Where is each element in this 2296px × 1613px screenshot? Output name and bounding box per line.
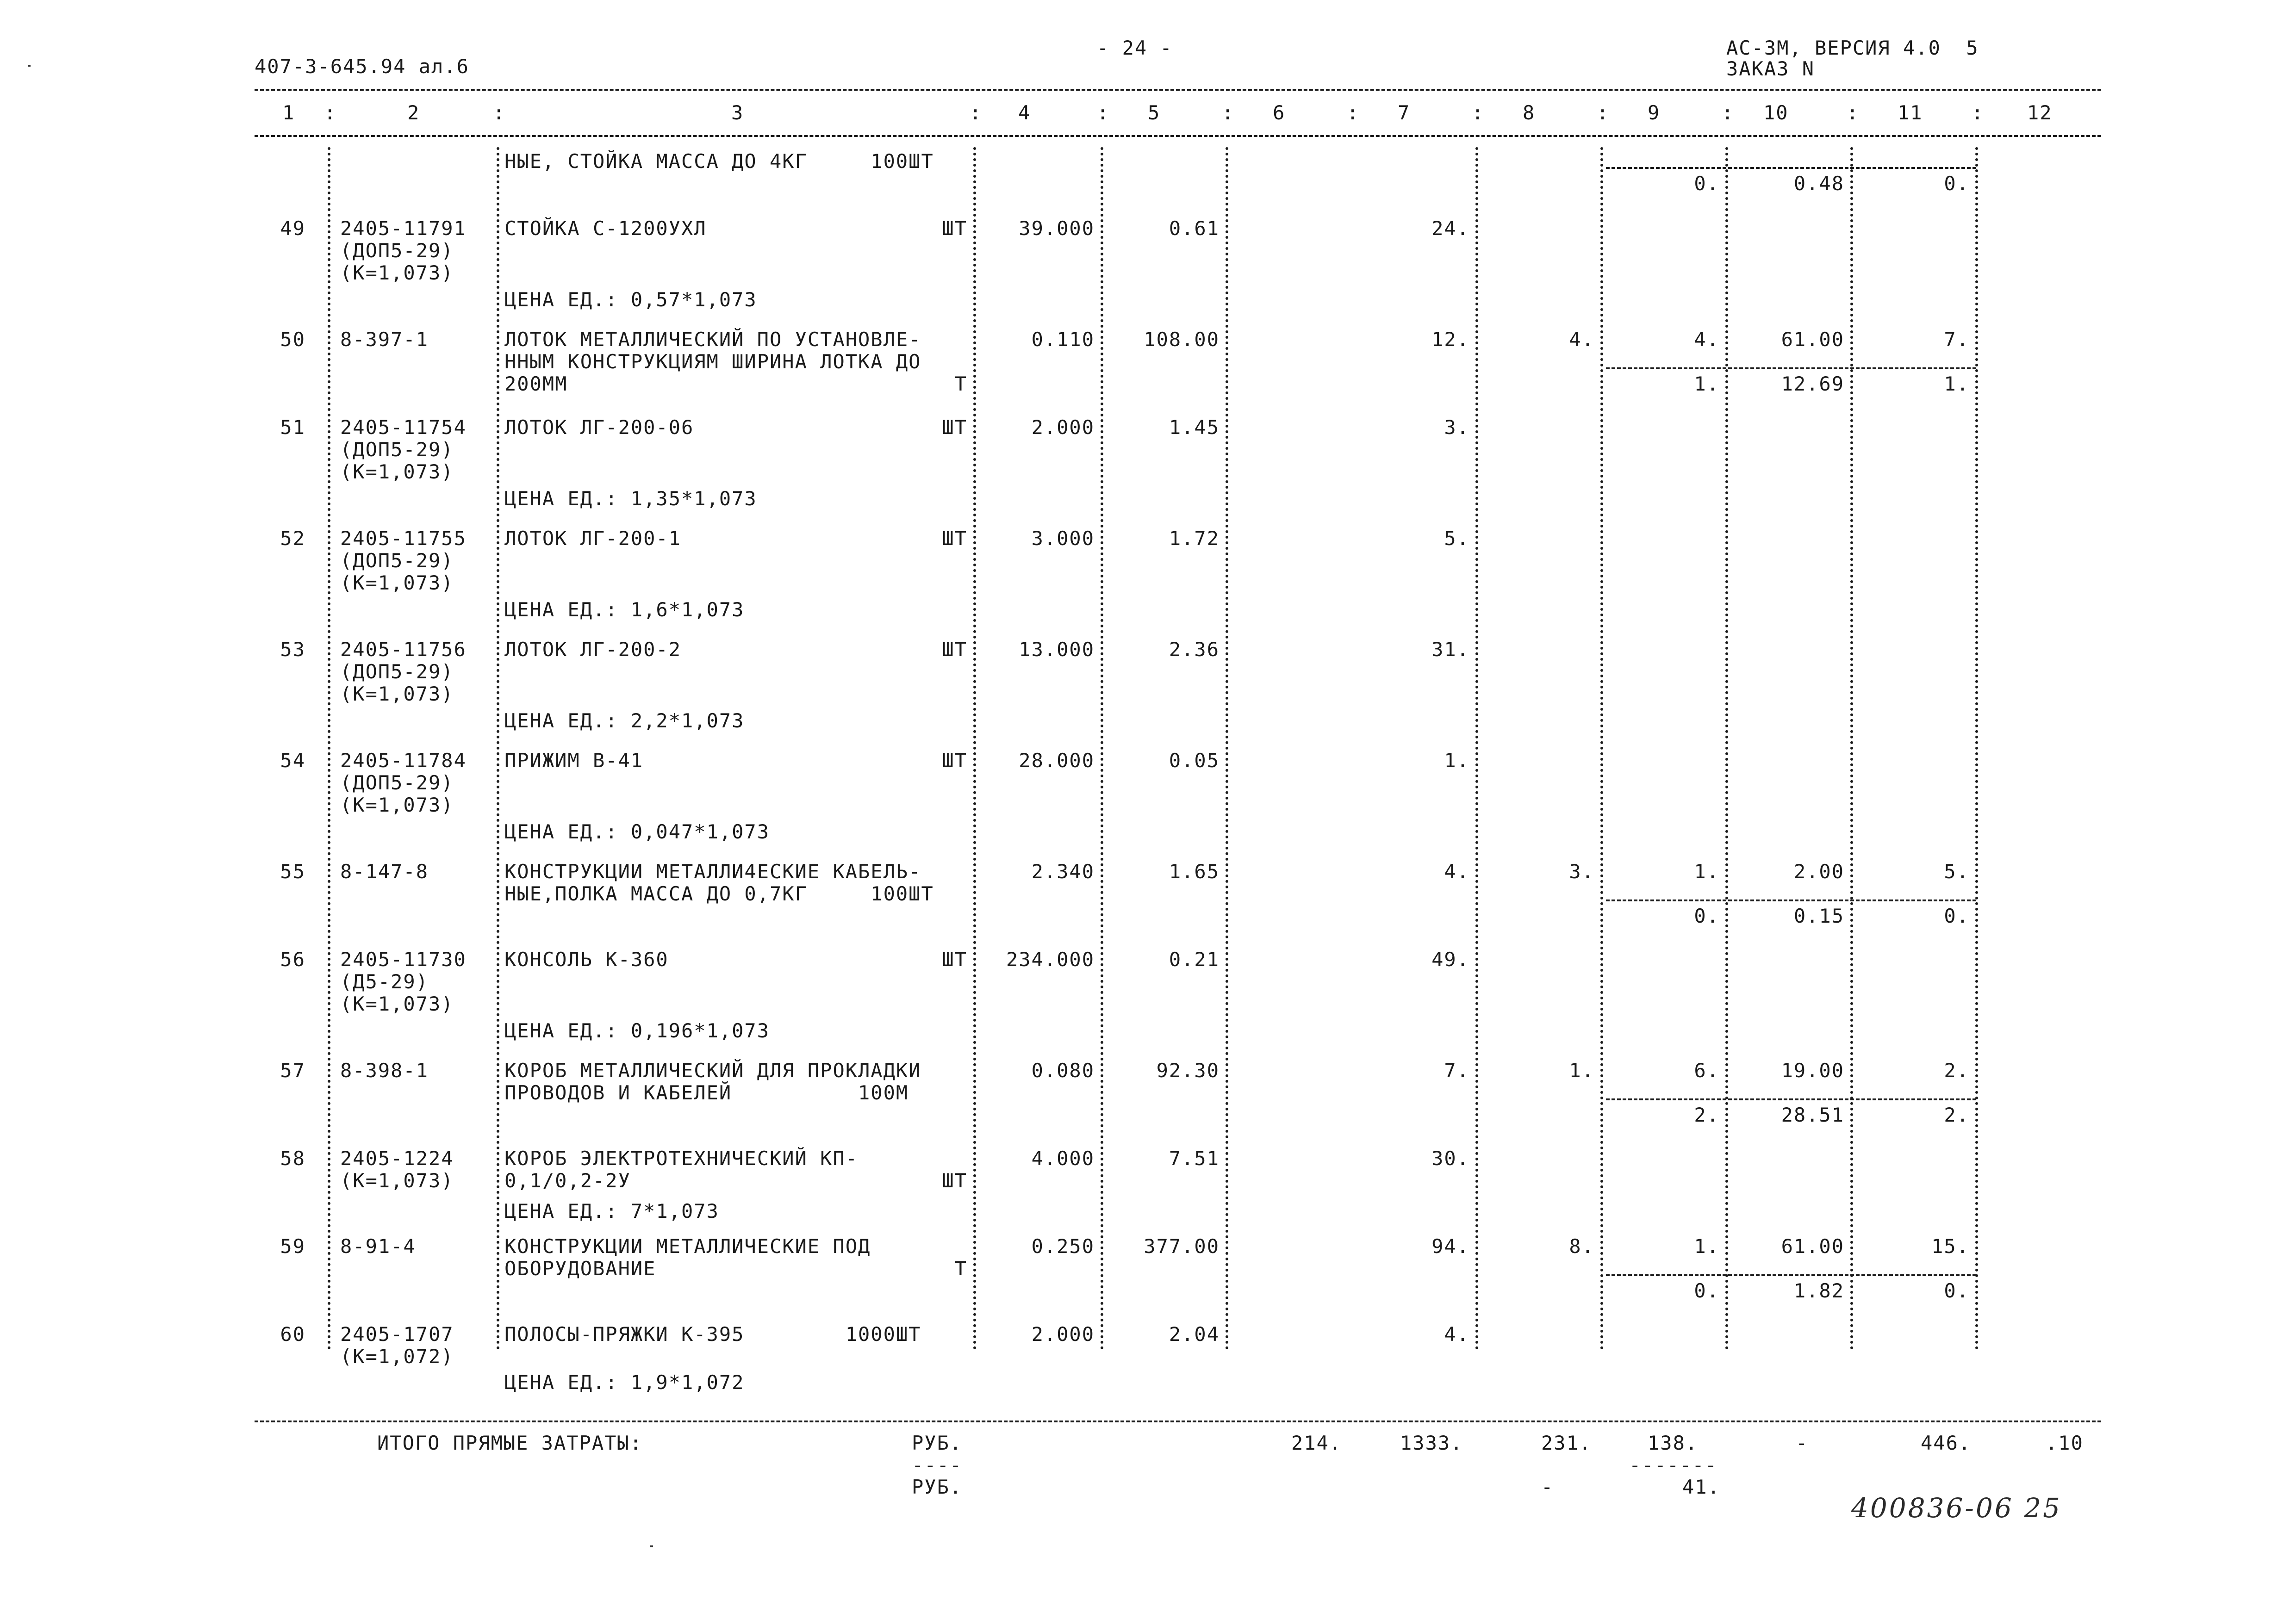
- cell-col5: 0.21: [1169, 948, 1220, 971]
- row-number: 52: [280, 527, 305, 550]
- row-unit: ШТ: [942, 217, 967, 240]
- cell-col5: 2.04: [1169, 1323, 1220, 1346]
- cell-col7: 49.: [1431, 948, 1469, 971]
- column-header-10: 10: [1763, 101, 1789, 124]
- cell-col5: 1.72: [1169, 527, 1220, 550]
- cell-col8: 8.: [1569, 1235, 1594, 1258]
- doc-code: 407-3-645.94 ал.6: [255, 55, 469, 78]
- sub-cell-col11: 0.: [1944, 1279, 1969, 1302]
- row-description: КОРОБ ЭЛЕКТРОТЕХНИЧЕСКИЙ КП-: [504, 1147, 859, 1170]
- row-code: 2405-1707: [340, 1323, 454, 1346]
- row-description: КОНСТРУКЦИИ МЕТАЛЛИЧЕСКИЕ ПОД: [504, 1235, 871, 1258]
- column-header-4: 4: [1018, 101, 1031, 124]
- cell-col10: 61.00: [1781, 1235, 1844, 1258]
- totals-unit: РУБ.: [912, 1432, 963, 1454]
- column-header-separator: :: [1097, 101, 1110, 124]
- column-header-11: 11: [1898, 101, 1923, 124]
- row-description: ОБОРУДОВАНИЕ: [504, 1257, 656, 1280]
- cell-col4: 13.000: [1019, 638, 1095, 661]
- unit-price-note: ЦЕНА ЕД.: 0,047*1,073: [504, 820, 770, 843]
- cell-col11: 5.: [1944, 860, 1969, 883]
- column-separator: [1725, 147, 1728, 1350]
- cell-col5: 92.30: [1156, 1059, 1220, 1082]
- row-unit: ШТ: [942, 416, 967, 439]
- unit-price-note: ЦЕНА ЕД.: 2,2*1,073: [504, 709, 745, 732]
- row-unit: ШТ: [942, 948, 967, 971]
- sub-cell-col10: 12.69: [1781, 372, 1844, 395]
- row-description: ЛОТОК МЕТАЛЛИЧЕСКИЙ ПО УСТАНОВЛЕ-: [504, 328, 921, 351]
- sub-row-rule: [1606, 1274, 1976, 1276]
- sub-cell-col10: 1.82: [1793, 1279, 1844, 1302]
- row-unit: ШТ: [942, 1169, 967, 1192]
- cell-col7: 1.: [1444, 749, 1469, 772]
- cell-col5: 0.05: [1169, 749, 1220, 772]
- system-version: АС-3М, ВЕРСИЯ 4.0 5: [1726, 37, 1979, 59]
- row-code: (К=1,073): [340, 571, 454, 594]
- column-header-9: 9: [1648, 101, 1661, 124]
- cell-col11: 15.: [1931, 1235, 1969, 1258]
- row-code: 2405-11791: [340, 217, 467, 240]
- scan-speck: [28, 65, 31, 67]
- row-number: 56: [280, 948, 305, 971]
- row-description: ПРОВОДОВ И КАБЕЛЕЙ 100М: [504, 1081, 909, 1104]
- row-description: КОРОБ МЕТАЛЛИЧЕСКИЙ ДЛЯ ПРОКЛАДКИ: [504, 1059, 921, 1082]
- cell-col7: 4.: [1444, 860, 1469, 883]
- cell-col4: 2.340: [1031, 860, 1095, 883]
- cell-col7: 30.: [1431, 1147, 1469, 1170]
- row-description: КОНСТРУКЦИИ МЕТАЛЛИ4ЕСКИЕ КАБЕЛЬ-: [504, 860, 921, 883]
- row-description: ЛОТОК ЛГ-200-1: [504, 527, 682, 550]
- column-header-separator: :: [493, 101, 506, 124]
- sub-row-rule: [1606, 167, 1976, 169]
- row-code: (К=1,073): [340, 993, 454, 1015]
- totals-col10: -: [1796, 1432, 1809, 1454]
- row-unit: Т: [954, 1257, 967, 1280]
- totals-label: ИТОГО ПРЯМЫЕ ЗАТРАТЫ:: [377, 1432, 643, 1454]
- cell-col4: 4.000: [1031, 1147, 1095, 1170]
- row-unit: ШТ: [942, 749, 967, 772]
- totals-top-rule: [255, 1421, 2101, 1422]
- cell-col8: 4.: [1569, 328, 1594, 351]
- totals-col6: 214.: [1291, 1432, 1342, 1454]
- column-separator: [1600, 147, 1603, 1350]
- row-number: 50: [280, 328, 305, 351]
- column-separator: [497, 147, 499, 1350]
- row-description: ПРИЖИМ В-41: [504, 749, 644, 772]
- cell-col4: 28.000: [1019, 749, 1095, 772]
- row-code: (К=1,073): [340, 682, 454, 705]
- row-description: КОНСОЛЬ К-360: [504, 948, 669, 971]
- totals-unit-underline: ----: [912, 1454, 963, 1477]
- sub-cell-col9: 0.: [1694, 905, 1719, 927]
- cell-col4: 0.250: [1031, 1235, 1095, 1258]
- cell-col4: 2.000: [1031, 1323, 1095, 1346]
- column-header-separator: :: [1347, 101, 1360, 124]
- cell-col11: 2.: [1944, 1059, 1969, 1082]
- unit-price-note: ЦЕНА ЕД.: 0,196*1,073: [504, 1019, 770, 1042]
- row-code: (К=1,073): [340, 794, 454, 816]
- row-code: (ДОП5-29): [340, 549, 454, 572]
- sub-cell-col9: 0.: [1694, 172, 1719, 195]
- row-code: 2405-11754: [340, 416, 467, 439]
- row-code: 2405-11784: [340, 749, 467, 772]
- column-header-separator: :: [1722, 101, 1735, 124]
- cell-col10: 2.00: [1793, 860, 1844, 883]
- row-unit: ШТ: [942, 638, 967, 661]
- column-header-1: 1: [282, 101, 295, 124]
- cell-col9: 6.: [1694, 1059, 1719, 1082]
- cell-col7: 31.: [1431, 638, 1469, 661]
- sub-row-rule: [1606, 367, 1976, 369]
- row-number: 59: [280, 1235, 305, 1258]
- unit-price-note: ЦЕНА ЕД.: 1,9*1,072: [504, 1371, 745, 1394]
- column-header-separator: :: [970, 101, 983, 124]
- cell-col4: 3.000: [1031, 527, 1095, 550]
- cell-col5: 7.51: [1169, 1147, 1220, 1170]
- column-header-separator: :: [1472, 101, 1485, 124]
- row-code: 8-91-4: [340, 1235, 416, 1258]
- cell-col9: 1.: [1694, 1235, 1719, 1258]
- row-code: (К=1,073): [340, 460, 454, 483]
- row-code: 2405-11730: [340, 948, 467, 971]
- sub-cell-col11: 2.: [1944, 1104, 1969, 1126]
- totals-row2-col9: 41.: [1682, 1476, 1720, 1498]
- cell-col7: 94.: [1431, 1235, 1469, 1258]
- column-header-7: 7: [1398, 101, 1411, 124]
- cell-col7: 4.: [1444, 1323, 1469, 1346]
- row-code: (ДОП5-29): [340, 660, 454, 683]
- cell-col5: 0.61: [1169, 217, 1220, 240]
- column-separator: [1850, 147, 1853, 1350]
- row-unit: Т: [954, 372, 967, 395]
- row-code: (К=1,072): [340, 1345, 454, 1368]
- column-separator: [1475, 147, 1478, 1350]
- cell-col4: 234.000: [1006, 948, 1095, 971]
- header-bottom-rule: [255, 135, 2101, 137]
- column-separator: [1101, 147, 1103, 1350]
- row-description: 0,1/0,2-2У: [504, 1169, 631, 1192]
- row-number: 51: [280, 416, 305, 439]
- row-description: 200ММ: [504, 372, 568, 395]
- row-code: (ДОП5-29): [340, 771, 454, 794]
- header-top-rule: [255, 89, 2101, 91]
- column-separator: [1226, 147, 1228, 1350]
- cell-col9: 4.: [1694, 328, 1719, 351]
- totals-unit-second: РУБ.: [912, 1476, 963, 1498]
- column-header-separator: :: [1847, 101, 1860, 124]
- cell-col4: 0.080: [1031, 1059, 1095, 1082]
- page-number: - 24 -: [1097, 37, 1173, 59]
- column-header-3: 3: [731, 101, 744, 124]
- sub-cell-col11: 0.: [1944, 905, 1969, 927]
- cell-col5: 2.36: [1169, 638, 1220, 661]
- handwritten-archive-number: 400836-06 25: [1851, 1492, 2062, 1524]
- sub-cell-col9: 1.: [1694, 372, 1719, 395]
- cell-col11: 7.: [1944, 328, 1969, 351]
- cell-col4: 39.000: [1019, 217, 1095, 240]
- unit-price-note: ЦЕНА ЕД.: 1,35*1,073: [504, 487, 757, 510]
- column-header-12: 12: [2027, 101, 2053, 124]
- row-code: 2405-1224: [340, 1147, 454, 1170]
- row-code: (ДОП5-29): [340, 239, 454, 262]
- sub-row-rule: [1606, 900, 1976, 901]
- column-header-2: 2: [407, 101, 420, 124]
- totals-col12: .10: [2046, 1432, 2084, 1454]
- cell-col5: 1.65: [1169, 860, 1220, 883]
- totals-row2-col8: -: [1541, 1476, 1554, 1498]
- scan-speck: [650, 1545, 653, 1547]
- row-description: ЛОТОК ЛГ-200-2: [504, 638, 682, 661]
- sub-cell-col9: 2.: [1694, 1104, 1719, 1126]
- row-number: 53: [280, 638, 305, 661]
- sub-cell-col10: 0.48: [1793, 172, 1844, 195]
- row-description: НЫЕ,ПОЛКА МАССА ДО 0,7КГ 100ШТ: [504, 882, 934, 905]
- totals-col9: 138.: [1648, 1432, 1699, 1454]
- row-code: (Д5-29): [340, 970, 429, 993]
- sub-cell-col11: 1.: [1944, 372, 1969, 395]
- row-description: ПОЛОСЫ-ПРЯЖКИ К-395 1000ШТ: [504, 1323, 921, 1346]
- cell-col5: 108.00: [1144, 328, 1220, 351]
- cell-col5: 1.45: [1169, 416, 1220, 439]
- row-number: 58: [280, 1147, 305, 1170]
- row-description: НЫЕ, СТОЙКА МАССА ДО 4КГ 100ШТ: [504, 150, 934, 173]
- row-number: 54: [280, 749, 305, 772]
- column-header-6: 6: [1273, 101, 1286, 124]
- unit-price-note: ЦЕНА ЕД.: 0,57*1,073: [504, 288, 757, 311]
- row-number: 60: [280, 1323, 305, 1346]
- column-header-separator: :: [1972, 101, 1985, 124]
- column-separator: [328, 147, 330, 1350]
- column-separator: [1975, 147, 1978, 1350]
- row-code: 8-397-1: [340, 328, 429, 351]
- sub-cell-col10: 28.51: [1781, 1104, 1844, 1126]
- cell-col7: 7.: [1444, 1059, 1469, 1082]
- column-header-separator: :: [324, 101, 337, 124]
- cell-col9: 1.: [1694, 860, 1719, 883]
- order-number: ЗАКАЗ N: [1726, 57, 1815, 80]
- row-description: ЛОТОК ЛГ-200-06: [504, 416, 694, 439]
- row-code: 8-147-8: [340, 860, 429, 883]
- unit-price-note: ЦЕНА ЕД.: 1,6*1,073: [504, 598, 745, 621]
- sub-row-rule: [1606, 1098, 1976, 1100]
- row-unit: ШТ: [942, 527, 967, 550]
- totals-col8: 231.: [1541, 1432, 1592, 1454]
- column-header-5: 5: [1148, 101, 1161, 124]
- cell-col8: 1.: [1569, 1059, 1594, 1082]
- row-code: (ДОП5-29): [340, 438, 454, 461]
- unit-price-note: ЦЕНА ЕД.: 7*1,073: [504, 1200, 719, 1222]
- row-description: СТОЙКА С-1200УХЛ: [504, 217, 707, 240]
- column-separator: [973, 147, 976, 1350]
- row-number: 49: [280, 217, 305, 240]
- cell-col7: 24.: [1431, 217, 1469, 240]
- row-code: (К=1,073): [340, 1169, 454, 1192]
- cell-col10: 19.00: [1781, 1059, 1844, 1082]
- cell-col5: 377.00: [1144, 1235, 1220, 1258]
- row-description: ННЫМ КОНСТРУКЦИЯМ ШИРИНА ЛОТКА ДО: [504, 350, 921, 373]
- row-code: 2405-11755: [340, 527, 467, 550]
- column-header-8: 8: [1523, 101, 1536, 124]
- cell-col8: 3.: [1569, 860, 1594, 883]
- totals-col9-underline: -------: [1629, 1454, 1718, 1477]
- totals-col11: 446.: [1921, 1432, 1972, 1454]
- totals-col7: 1333.: [1400, 1432, 1463, 1454]
- row-code: 2405-11756: [340, 638, 467, 661]
- cell-col4: 2.000: [1031, 416, 1095, 439]
- cell-col4: 0.110: [1031, 328, 1095, 351]
- cell-col10: 61.00: [1781, 328, 1844, 351]
- cell-col7: 5.: [1444, 527, 1469, 550]
- row-code: 8-398-1: [340, 1059, 429, 1082]
- sub-cell-col9: 0.: [1694, 1279, 1719, 1302]
- column-header-separator: :: [1597, 101, 1610, 124]
- column-header-separator: :: [1222, 101, 1235, 124]
- sub-cell-col10: 0.15: [1793, 905, 1844, 927]
- row-number: 57: [280, 1059, 305, 1082]
- cell-col7: 12.: [1431, 328, 1469, 351]
- sub-cell-col11: 0.: [1944, 172, 1969, 195]
- cell-col7: 3.: [1444, 416, 1469, 439]
- row-number: 55: [280, 860, 305, 883]
- row-code: (К=1,073): [340, 261, 454, 284]
